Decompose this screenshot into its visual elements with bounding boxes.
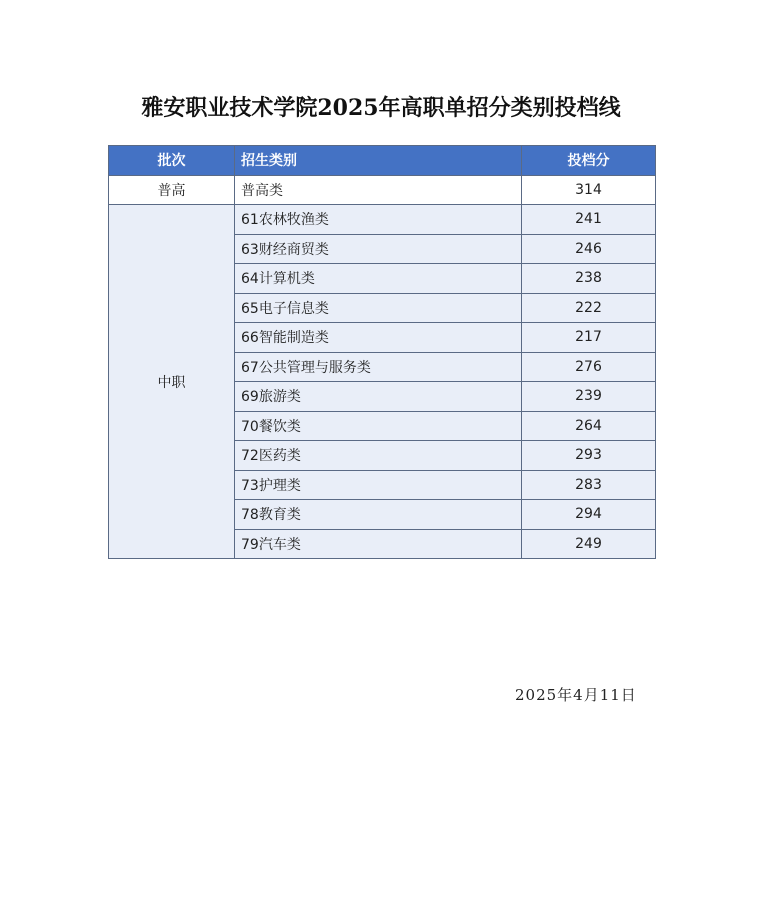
category-cell: 65电子信息类 — [235, 293, 522, 323]
batch-cell-zhongZhi: 中职 — [109, 205, 235, 559]
score-cell: 241 — [522, 205, 656, 235]
header-score: 投档分 — [522, 146, 656, 176]
score-cell: 283 — [522, 470, 656, 500]
batch-cell-puGao: 普高 — [109, 175, 235, 205]
category-cell: 72医药类 — [235, 441, 522, 471]
category-cell: 67公共管理与服务类 — [235, 352, 522, 382]
category-cell: 78教育类 — [235, 500, 522, 530]
score-cell: 264 — [522, 411, 656, 441]
admission-score-table — [108, 145, 656, 559]
table-row — [109, 175, 656, 205]
score-cell: 239 — [522, 382, 656, 412]
category-cell: 64计算机类 — [235, 264, 522, 294]
category-cell: 79汽车类 — [235, 529, 522, 559]
category-cell: 70餐饮类 — [235, 411, 522, 441]
header-batch: 批次 — [109, 146, 235, 176]
score-cell: 249 — [522, 529, 656, 559]
page-title: 雅安职业技术学院2025年高职单招分类别投档线 — [141, 95, 621, 121]
score-cell: 222 — [522, 293, 656, 323]
score-cell: 238 — [522, 264, 656, 294]
score-cell: 276 — [522, 352, 656, 382]
category-cell: 63财经商贸类 — [235, 234, 522, 264]
category-cell: 普高类 — [235, 175, 522, 205]
score-cell: 246 — [522, 234, 656, 264]
score-cell: 217 — [522, 323, 656, 353]
publish-date: 2025年4月11日 — [515, 686, 637, 704]
table-header-row — [109, 146, 656, 176]
score-cell: 294 — [522, 500, 656, 530]
score-cell: 293 — [522, 441, 656, 471]
score-cell: 314 — [522, 175, 656, 205]
header-category: 招生类别 — [235, 146, 522, 176]
category-cell: 73护理类 — [235, 470, 522, 500]
category-cell: 66智能制造类 — [235, 323, 522, 353]
table-row — [109, 205, 656, 235]
category-cell: 61农林牧渔类 — [235, 205, 522, 235]
category-cell: 69旅游类 — [235, 382, 522, 412]
